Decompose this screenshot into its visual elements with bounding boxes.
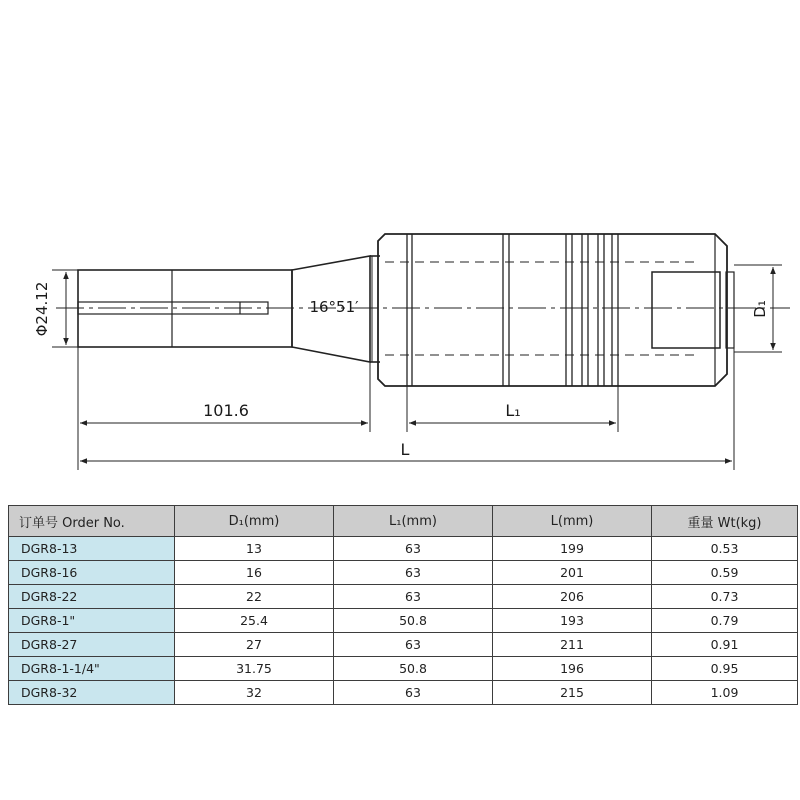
table-row [9,681,798,705]
d1-cell: 22 [175,585,334,609]
weight-cell: 0.59 [652,561,798,585]
l-cell: 215 [493,681,652,705]
l-cell: 201 [493,561,652,585]
l-cell: 196 [493,657,652,681]
specification-table [8,505,798,705]
header-weight: 重量 Wt(kg) [652,506,798,537]
order-no-cell: DGR8-27 [9,633,175,657]
l1-cell: 63 [334,681,493,705]
shank-length-label: 101.6 [203,401,249,420]
l1-label: L₁ [505,401,521,420]
weight-cell: 1.09 [652,681,798,705]
l-cell: 193 [493,609,652,633]
taper-angle-label: 16°51′ [309,298,359,316]
l1-cell: 63 [334,561,493,585]
order-no-cell: DGR8-16 [9,561,175,585]
d1-cell: 27 [175,633,334,657]
collet-bore-end [652,272,720,348]
l1-cell: 63 [334,585,493,609]
l1-cell: 50.8 [334,657,493,681]
l1-cell: 63 [334,633,493,657]
header-order-no: 订单号 Order No. [9,506,175,537]
order-no-cell: DGR8-32 [9,681,175,705]
l-cell: 206 [493,585,652,609]
d1-cell: 32 [175,681,334,705]
weight-cell: 0.73 [652,585,798,609]
table-row [9,537,798,561]
table-row [9,585,798,609]
collet-body [378,234,734,386]
table-row [9,561,798,585]
weight-cell: 0.91 [652,633,798,657]
table-row [9,633,798,657]
order-no-cell: DGR8-1-1/4" [9,657,175,681]
weight-cell: 0.53 [652,537,798,561]
weight-cell: 0.79 [652,609,798,633]
shank-diameter-label: Φ24.12 [33,281,51,337]
header-l1: L₁(mm) [334,506,493,537]
order-no-cell: DGR8-1" [9,609,175,633]
d1-cell: 16 [175,561,334,585]
order-no-cell: DGR8-22 [9,585,175,609]
d1-cell: 13 [175,537,334,561]
header-d1: D₁(mm) [175,506,334,537]
l-cell: 211 [493,633,652,657]
l-cell: 199 [493,537,652,561]
l1-cell: 50.8 [334,609,493,633]
d1-label: D₁ [751,300,769,318]
l1-cell: 63 [334,537,493,561]
weight-cell: 0.95 [652,657,798,681]
d1-cell: 31.75 [175,657,334,681]
order-no-cell: DGR8-13 [9,537,175,561]
table-header-row [9,506,798,537]
d1-cell: 25.4 [175,609,334,633]
table-row [9,609,798,633]
total-length-label: L [400,440,410,459]
table-row [9,657,798,681]
header-l: L(mm) [493,506,652,537]
